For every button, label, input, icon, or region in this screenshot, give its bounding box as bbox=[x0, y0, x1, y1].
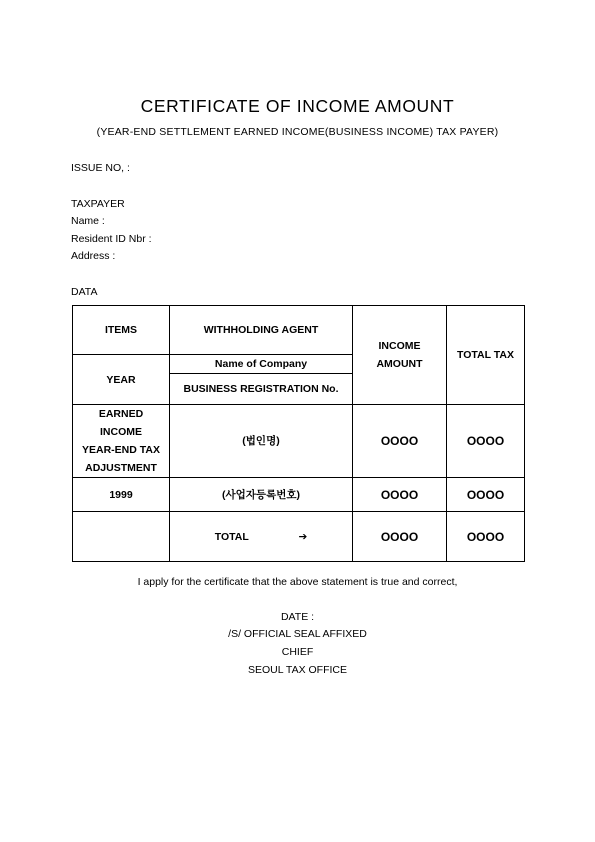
taxpayer-name-label: Name : bbox=[71, 215, 105, 227]
data-heading: DATA bbox=[71, 286, 98, 298]
row-total-label-cell bbox=[170, 512, 353, 562]
row-year-income-amount: OOOO bbox=[353, 478, 447, 512]
official-seal-text: /S/ OFFICIAL SEAL AFFIXED bbox=[228, 628, 367, 640]
row-year-agent: (사업자등록번호) bbox=[170, 478, 353, 512]
tax-office-name: SEOUL TAX OFFICE bbox=[248, 664, 347, 676]
row-item-line: ADJUSTMENT bbox=[85, 462, 157, 474]
header-income-amount bbox=[353, 306, 447, 405]
row-total-label: TOTAL bbox=[214, 530, 249, 543]
row-year-value: 1999 bbox=[73, 478, 170, 512]
document-title: CERTIFICATE OF INCOME AMOUNT bbox=[140, 96, 455, 116]
row-earned-income-item bbox=[73, 405, 170, 478]
header-year: YEAR bbox=[73, 355, 170, 405]
row-item-line: EARNED bbox=[98, 408, 144, 420]
taxpayer-address-label: Address : bbox=[71, 250, 116, 262]
row-total-empty bbox=[73, 512, 170, 562]
date-label: DATE : bbox=[280, 611, 315, 623]
header-total-tax: TOTAL TAX bbox=[447, 306, 525, 405]
row-item-line: YEAR-END TAX bbox=[82, 444, 160, 456]
row-earned-income-amount: OOOO bbox=[353, 405, 447, 478]
header-business-registration: BUSINESS REGISTRATION No. bbox=[170, 374, 353, 405]
row-total-income-amount: OOOO bbox=[353, 512, 447, 562]
header-income-amount-line1: INCOME bbox=[378, 340, 421, 352]
header-name-of-company: Name of Company bbox=[170, 355, 353, 374]
header-items: ITEMS bbox=[73, 306, 170, 355]
header-withholding-agent: WITHHOLDING AGENT bbox=[170, 306, 353, 355]
document-subtitle: (YEAR-END SETTLEMENT EARNED INCOME(BUSINESS INCOME) TAX PAYER) bbox=[96, 126, 499, 138]
chief-title: CHIEF bbox=[281, 646, 314, 658]
issue-number-label: ISSUE NO, : bbox=[71, 162, 130, 174]
income-data-table bbox=[72, 305, 525, 562]
taxpayer-heading: TAXPAYER bbox=[71, 198, 125, 210]
header-income-amount-line2: AMOUNT bbox=[376, 358, 423, 370]
certification-statement: I apply for the certificate that the above statement is true and correct, bbox=[137, 576, 458, 588]
row-earned-income-tax: OOOO bbox=[447, 405, 525, 478]
row-year-tax: OOOO bbox=[447, 478, 525, 512]
row-item-line: INCOME bbox=[100, 426, 142, 438]
row-total-tax: OOOO bbox=[447, 512, 525, 562]
taxpayer-resident-id-label: Resident ID Nbr : bbox=[71, 233, 152, 245]
row-earned-income-agent: (법인명) bbox=[170, 405, 353, 478]
arrow-right-icon: ➔ bbox=[298, 530, 308, 543]
